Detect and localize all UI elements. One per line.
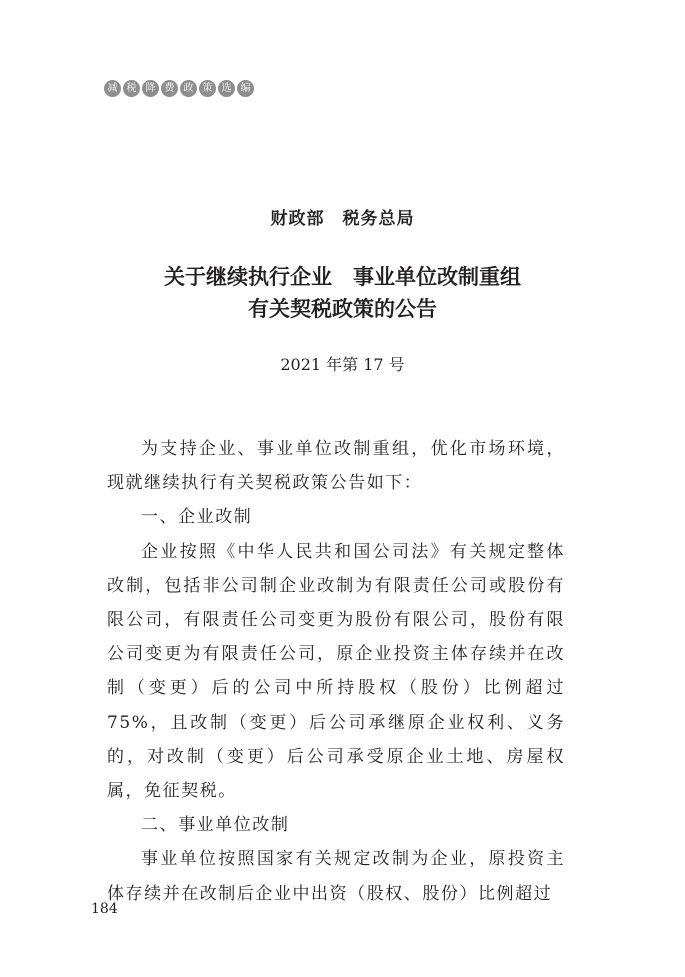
- series-title-char: 选: [218, 80, 235, 97]
- public-institution-paragraph: 事业单位按照国家有关规定改制为企业，原投资主体存续并在改制后企业中出资（股权、股份）比例超过: [107, 849, 565, 904]
- document-number: 2021 年第 17 号: [280, 355, 405, 374]
- intro-paragraph: 为支持企业、事业单位改制重组，优化市场环境，现就继续执行有关契税政策公告如下：: [107, 439, 565, 494]
- series-title-char: 减: [104, 80, 121, 97]
- issuing-authority: 财政部 税务总局: [270, 209, 415, 229]
- series-title-char: 政: [180, 80, 197, 97]
- document-title-line-1: 关于继续执行企业 事业单位改制重组: [164, 264, 521, 289]
- enterprise-restructuring-paragraph: 企业按照《中华人民共和国公司法》有关规定整体改制，包括非公司制企业改制为有限责任公司或股份有限公司，有限责任公司变更为股份有限公司，股份有限公司变更为有限责任公司，原企业投资主体存续并在改制（变更）后的公司中所持股权（股份）比例超过 75%，且改制（变更）后公司承继原企业权利、义务的，对改制（变更）后公司承受原企业土地、房屋权属，免征契税。: [107, 541, 565, 802]
- series-title-char: 策: [199, 80, 216, 97]
- page-number: 184: [91, 901, 118, 917]
- series-title-char: 税: [123, 80, 140, 97]
- document-title: [0, 261, 685, 325]
- series-title-char: 编: [237, 80, 254, 97]
- section-heading-enterprise-restructuring: 一、企业改制: [141, 507, 253, 528]
- document-title-line-2: 有关契税政策的公告: [248, 296, 437, 321]
- document-body: [107, 432, 565, 911]
- section-heading-public-institution-restructuring: 二、事业单位改制: [141, 815, 290, 836]
- series-title-char: 费: [161, 80, 178, 97]
- series-title-char: 降: [142, 80, 159, 97]
- series-title-badge: [104, 80, 254, 97]
